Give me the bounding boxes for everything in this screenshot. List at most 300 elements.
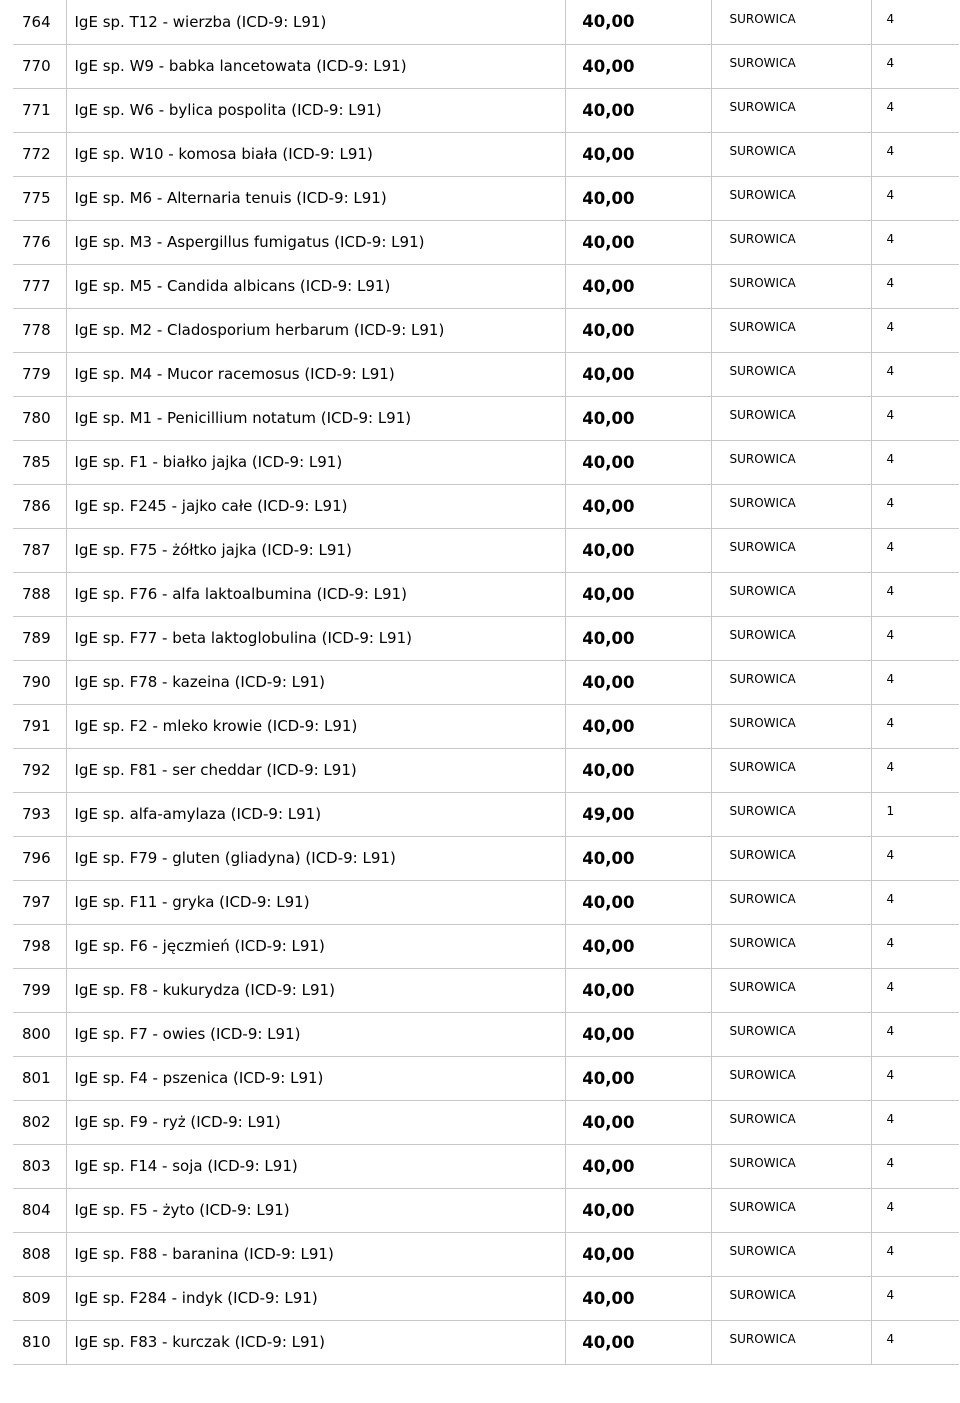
row-code: 791 — [22, 717, 51, 735]
row-material-cell — [711, 660, 871, 704]
row-days: 4 — [886, 584, 895, 598]
row-code-cell — [13, 792, 66, 836]
row-material: SUROWICA — [729, 100, 796, 114]
row-code: 764 — [22, 12, 51, 31]
row-test-name-cell — [66, 88, 565, 132]
row-test-name: IgE sp. F4 - pszenica (ICD-9: L91) — [74, 1069, 324, 1087]
row-material-cell — [711, 1188, 871, 1232]
row-test-name: IgE sp. F11 - gryka (ICD-9: L91) — [74, 893, 310, 911]
row-code: 796 — [22, 849, 51, 867]
row-price-cell — [565, 660, 711, 704]
row-test-name: IgE sp. F245 - jajko całe (ICD-9: L91) — [74, 497, 348, 515]
table-row — [13, 132, 959, 176]
row-days-cell — [871, 44, 959, 88]
row-days-cell — [871, 352, 959, 396]
row-material: SUROWICA — [729, 1332, 796, 1346]
row-code: 776 — [22, 233, 51, 251]
row-material-cell — [711, 132, 871, 176]
row-material: SUROWICA — [729, 1200, 796, 1214]
row-price-cell — [565, 220, 711, 264]
row-material: SUROWICA — [729, 276, 796, 290]
table-row — [13, 704, 959, 748]
row-test-name-cell — [66, 308, 565, 352]
row-price-cell — [565, 352, 711, 396]
row-days: 4 — [886, 672, 895, 686]
row-code: 803 — [22, 1157, 51, 1175]
row-code-cell — [13, 704, 66, 748]
table-row — [13, 1100, 959, 1144]
row-code: 800 — [22, 1025, 51, 1043]
row-days-cell — [871, 132, 959, 176]
row-test-name: IgE sp. F7 - owies (ICD-9: L91) — [74, 1025, 301, 1043]
table-row — [13, 176, 959, 220]
row-code: 785 — [22, 453, 51, 471]
row-code-cell — [13, 396, 66, 440]
row-material-cell — [711, 176, 871, 220]
row-test-name: IgE sp. F81 - ser cheddar (ICD-9: L91) — [74, 761, 357, 779]
row-material-cell — [711, 1276, 871, 1320]
row-days-cell — [871, 792, 959, 836]
table-row — [13, 748, 959, 792]
row-test-name: IgE sp. F8 - kukurydza (ICD-9: L91) — [74, 981, 335, 999]
row-material-cell — [711, 572, 871, 616]
row-days-cell — [871, 660, 959, 704]
row-code: 779 — [22, 365, 51, 383]
row-code: 793 — [22, 805, 51, 823]
row-test-name-cell — [66, 1100, 565, 1144]
row-days: 4 — [886, 232, 895, 246]
row-days-cell — [871, 1056, 959, 1100]
row-price: 40,00 — [582, 320, 635, 340]
row-test-name: IgE sp. W6 - bylica pospolita (ICD-9: L91) — [74, 101, 382, 119]
row-test-name-cell — [66, 352, 565, 396]
row-test-name-cell — [66, 572, 565, 616]
row-test-name: IgE sp. M4 - Mucor racemosus (ICD-9: L91) — [74, 365, 395, 383]
row-material-cell — [711, 484, 871, 528]
table-row — [13, 1144, 959, 1188]
row-test-name: IgE sp. M2 - Cladosporium herbarum (ICD-9: L91) — [74, 321, 445, 339]
row-days: 4 — [886, 1156, 895, 1170]
row-material-cell — [711, 1056, 871, 1100]
row-code-cell — [13, 176, 66, 220]
row-material: SUROWICA — [729, 716, 796, 730]
row-code-cell — [13, 1144, 66, 1188]
row-code: 780 — [22, 409, 51, 427]
row-code: 802 — [22, 1113, 51, 1131]
row-code-cell — [13, 660, 66, 704]
row-days: 4 — [886, 144, 895, 158]
row-price: 40,00 — [582, 980, 635, 1000]
table-row — [13, 616, 959, 660]
row-days: 4 — [886, 56, 895, 70]
row-days: 4 — [886, 408, 895, 422]
row-price: 40,00 — [582, 848, 635, 868]
row-price: 40,00 — [582, 1068, 635, 1088]
row-code-cell — [13, 968, 66, 1012]
row-price-cell — [565, 880, 711, 924]
row-code-cell — [13, 132, 66, 176]
row-days-cell — [871, 836, 959, 880]
row-test-name: IgE sp. F75 - żółtko jajka (ICD-9: L91) — [74, 541, 352, 559]
row-test-name-cell — [66, 176, 565, 220]
row-code: 792 — [22, 761, 51, 779]
row-test-name-cell — [66, 616, 565, 660]
row-code-cell — [13, 572, 66, 616]
row-price-cell — [565, 264, 711, 308]
row-days-cell — [871, 1012, 959, 1056]
row-test-name: IgE sp. M6 - Alternaria tenuis (ICD-9: L91) — [74, 189, 387, 207]
row-days-cell — [871, 924, 959, 968]
row-days: 4 — [886, 496, 895, 510]
row-code: 810 — [22, 1333, 51, 1351]
row-days: 4 — [886, 100, 895, 114]
row-code-cell — [13, 1012, 66, 1056]
row-code: 809 — [22, 1289, 51, 1307]
row-price: 40,00 — [582, 628, 635, 648]
row-price: 49,00 — [582, 804, 635, 824]
row-code: 771 — [22, 101, 51, 119]
row-test-name-cell — [66, 220, 565, 264]
row-material-cell — [711, 924, 871, 968]
row-days: 4 — [886, 980, 895, 994]
table-row — [13, 572, 959, 616]
row-price: 40,00 — [582, 716, 635, 736]
row-test-name-cell — [66, 1144, 565, 1188]
row-test-name: IgE sp. F76 - alfa laktoalbumina (ICD-9: L91) — [74, 585, 407, 603]
row-code-cell — [13, 924, 66, 968]
row-test-name-cell — [66, 1012, 565, 1056]
row-price-cell — [565, 616, 711, 660]
row-code-cell — [13, 1100, 66, 1144]
row-code: 790 — [22, 673, 51, 691]
row-test-name-cell — [66, 748, 565, 792]
row-material-cell — [711, 1144, 871, 1188]
row-material-cell — [711, 748, 871, 792]
row-code-cell — [13, 0, 66, 44]
row-price: 40,00 — [582, 408, 635, 428]
row-days-cell — [871, 0, 959, 44]
row-days-cell — [871, 440, 959, 484]
row-days-cell — [871, 88, 959, 132]
row-days-cell — [871, 1100, 959, 1144]
row-code-cell — [13, 1188, 66, 1232]
row-test-name-cell — [66, 660, 565, 704]
table-row — [13, 440, 959, 484]
row-price-cell — [565, 1320, 711, 1364]
table-row — [13, 1012, 959, 1056]
row-material-cell — [711, 1232, 871, 1276]
row-days-cell — [871, 1232, 959, 1276]
row-price-cell — [565, 1276, 711, 1320]
row-days: 4 — [886, 1200, 895, 1214]
row-price: 40,00 — [582, 760, 635, 780]
row-price-cell — [565, 132, 711, 176]
row-test-name: IgE sp. F5 - żyto (ICD-9: L91) — [74, 1201, 290, 1219]
row-material-cell — [711, 616, 871, 660]
table-row — [13, 88, 959, 132]
row-material: SUROWICA — [729, 1024, 796, 1038]
row-test-name: IgE sp. F284 - indyk (ICD-9: L91) — [74, 1289, 318, 1307]
row-material: SUROWICA — [729, 1112, 796, 1126]
row-price: 40,00 — [582, 452, 635, 472]
row-days-cell — [871, 176, 959, 220]
row-price: 40,00 — [582, 892, 635, 912]
row-test-name: IgE sp. W9 - babka lancetowata (ICD-9: L91) — [74, 57, 407, 75]
row-material-cell — [711, 44, 871, 88]
row-material-cell — [711, 88, 871, 132]
row-material-cell — [711, 220, 871, 264]
row-days-cell — [871, 528, 959, 572]
table-row — [13, 220, 959, 264]
row-material-cell — [711, 836, 871, 880]
row-test-name: IgE sp. F78 - kazeina (ICD-9: L91) — [74, 673, 325, 691]
row-code: 799 — [22, 981, 51, 999]
table-row — [13, 1320, 959, 1364]
row-code-cell — [13, 1320, 66, 1364]
row-days: 4 — [886, 892, 895, 906]
row-days-cell — [871, 1320, 959, 1364]
row-days-cell — [871, 880, 959, 924]
row-material: SUROWICA — [729, 892, 796, 906]
row-code-cell — [13, 1232, 66, 1276]
row-days-cell — [871, 308, 959, 352]
row-days-cell — [871, 572, 959, 616]
row-price-cell — [565, 176, 711, 220]
row-code: 778 — [22, 321, 51, 339]
row-material: SUROWICA — [729, 408, 796, 422]
row-material-cell — [711, 1320, 871, 1364]
row-material-cell — [711, 704, 871, 748]
row-material-cell — [711, 352, 871, 396]
table-row — [13, 396, 959, 440]
row-price-cell — [565, 748, 711, 792]
row-code-cell — [13, 528, 66, 572]
row-price: 40,00 — [582, 1244, 635, 1264]
row-code-cell — [13, 1276, 66, 1320]
row-material: SUROWICA — [729, 11, 796, 26]
row-price: 40,00 — [582, 540, 635, 560]
row-material-cell — [711, 308, 871, 352]
row-test-name-cell — [66, 528, 565, 572]
row-material: SUROWICA — [729, 540, 796, 554]
table-row — [13, 264, 959, 308]
row-test-name-cell — [66, 0, 565, 44]
table-row — [13, 44, 959, 88]
row-material-cell — [711, 528, 871, 572]
row-days-cell — [871, 396, 959, 440]
row-days-cell — [871, 220, 959, 264]
row-test-name: IgE sp. F2 - mleko krowie (ICD-9: L91) — [74, 717, 358, 735]
row-material-cell — [711, 792, 871, 836]
row-test-name-cell — [66, 264, 565, 308]
row-price-cell — [565, 1100, 711, 1144]
row-days-cell — [871, 704, 959, 748]
row-material-cell — [711, 264, 871, 308]
row-code: 798 — [22, 937, 51, 955]
row-test-name: IgE sp. F77 - beta laktoglobulina (ICD-9: L91) — [74, 629, 412, 647]
row-code: 786 — [22, 497, 51, 515]
row-days: 4 — [886, 11, 895, 26]
row-code-cell — [13, 220, 66, 264]
row-code-cell — [13, 88, 66, 132]
row-price-cell — [565, 1232, 711, 1276]
row-price-cell — [565, 44, 711, 88]
row-price: 40,00 — [582, 584, 635, 604]
row-code: 804 — [22, 1201, 51, 1219]
row-days: 4 — [886, 1112, 895, 1126]
row-days: 1 — [886, 804, 895, 818]
row-days: 4 — [886, 188, 895, 202]
row-material-cell — [711, 1012, 871, 1056]
row-material: SUROWICA — [729, 232, 796, 246]
row-code: 770 — [22, 57, 51, 75]
row-test-name-cell — [66, 880, 565, 924]
row-material-cell — [711, 968, 871, 1012]
row-price: 40,00 — [582, 232, 635, 252]
row-test-name: IgE sp. F9 - ryż (ICD-9: L91) — [74, 1113, 281, 1131]
row-days: 4 — [886, 276, 895, 290]
table-row — [13, 1232, 959, 1276]
row-test-name-cell — [66, 792, 565, 836]
row-material: SUROWICA — [729, 1288, 796, 1302]
row-price: 40,00 — [582, 1024, 635, 1044]
row-test-name: IgE sp. M3 - Aspergillus fumigatus (ICD-9: L91) — [74, 233, 425, 251]
row-test-name-cell — [66, 44, 565, 88]
row-price: 40,00 — [582, 100, 635, 120]
row-material-cell — [711, 440, 871, 484]
row-price: 40,00 — [582, 56, 635, 76]
row-price-cell — [565, 88, 711, 132]
row-days-cell — [871, 1276, 959, 1320]
row-price-cell — [565, 1056, 711, 1100]
row-test-name: IgE sp. W10 - komosa biała (ICD-9: L91) — [74, 145, 373, 163]
row-test-name: IgE sp. F14 - soja (ICD-9: L91) — [74, 1157, 298, 1175]
table-row — [13, 836, 959, 880]
row-days-cell — [871, 616, 959, 660]
row-test-name: IgE sp. F83 - kurczak (ICD-9: L91) — [74, 1333, 325, 1351]
row-code: 787 — [22, 541, 51, 559]
row-test-name-cell — [66, 484, 565, 528]
row-price: 40,00 — [582, 1156, 635, 1176]
row-price: 40,00 — [582, 276, 635, 296]
table-row — [13, 660, 959, 704]
row-test-name: IgE sp. T12 - wierzba (ICD-9: L91) — [74, 12, 327, 31]
row-code-cell — [13, 44, 66, 88]
row-price: 40,00 — [582, 1332, 635, 1352]
row-code-cell — [13, 836, 66, 880]
row-material: SUROWICA — [729, 584, 796, 598]
row-test-name-cell — [66, 1320, 565, 1364]
row-price-cell — [565, 0, 711, 44]
row-code-cell — [13, 308, 66, 352]
row-test-name-cell — [66, 132, 565, 176]
row-price: 40,00 — [582, 672, 635, 692]
row-price: 40,00 — [582, 1288, 635, 1308]
row-days: 4 — [886, 452, 895, 466]
table-row — [13, 528, 959, 572]
row-code: 789 — [22, 629, 51, 647]
row-test-name-cell — [66, 1056, 565, 1100]
row-days: 4 — [886, 628, 895, 642]
row-days: 4 — [886, 1244, 895, 1258]
row-code-cell — [13, 484, 66, 528]
row-test-name-cell — [66, 1232, 565, 1276]
row-test-name: IgE sp. F6 - jęczmień (ICD-9: L91) — [74, 937, 325, 955]
row-days: 4 — [886, 1288, 895, 1302]
row-price: 40,00 — [582, 144, 635, 164]
row-days: 4 — [886, 1068, 895, 1082]
row-days-cell — [871, 968, 959, 1012]
table-row — [13, 0, 959, 44]
row-code-cell — [13, 440, 66, 484]
row-code: 788 — [22, 585, 51, 603]
row-price-cell — [565, 440, 711, 484]
row-material-cell — [711, 880, 871, 924]
row-days: 4 — [886, 320, 895, 334]
row-material: SUROWICA — [729, 496, 796, 510]
row-material: SUROWICA — [729, 320, 796, 334]
row-days: 4 — [886, 540, 895, 554]
row-test-name: IgE sp. F79 - gluten (gliadyna) (ICD-9: L91) — [74, 849, 396, 867]
row-code: 801 — [22, 1069, 51, 1087]
row-material: SUROWICA — [729, 144, 796, 158]
row-material: SUROWICA — [729, 364, 796, 378]
row-days: 4 — [886, 936, 895, 950]
table-row — [13, 792, 959, 836]
table-row — [13, 1056, 959, 1100]
row-days: 4 — [886, 848, 895, 862]
row-code: 797 — [22, 893, 51, 911]
row-code-cell — [13, 880, 66, 924]
row-price-cell — [565, 924, 711, 968]
row-days: 4 — [886, 760, 895, 774]
table-body — [13, 0, 959, 1364]
table-row — [13, 880, 959, 924]
row-code: 775 — [22, 189, 51, 207]
row-material: SUROWICA — [729, 760, 796, 774]
row-price: 40,00 — [582, 1200, 635, 1220]
row-test-name: IgE sp. F1 - białko jajka (ICD-9: L91) — [74, 453, 343, 471]
row-material: SUROWICA — [729, 936, 796, 950]
row-price-cell — [565, 572, 711, 616]
row-price-cell — [565, 836, 711, 880]
row-price-cell — [565, 1144, 711, 1188]
row-material: SUROWICA — [729, 1156, 796, 1170]
row-days-cell — [871, 748, 959, 792]
row-test-name-cell — [66, 396, 565, 440]
row-test-name: IgE sp. alfa-amylaza (ICD-9: L91) — [74, 805, 322, 823]
row-price: 40,00 — [582, 188, 635, 208]
table-row — [13, 1276, 959, 1320]
row-price-cell — [565, 528, 711, 572]
row-test-name-cell — [66, 1276, 565, 1320]
row-material: SUROWICA — [729, 848, 796, 862]
row-material: SUROWICA — [729, 1068, 796, 1082]
row-material: SUROWICA — [729, 628, 796, 642]
row-days: 4 — [886, 1024, 895, 1038]
row-days-cell — [871, 1144, 959, 1188]
row-price-cell — [565, 968, 711, 1012]
row-days-cell — [871, 484, 959, 528]
row-material: SUROWICA — [729, 56, 796, 70]
table-row — [13, 968, 959, 1012]
row-material: SUROWICA — [729, 980, 796, 994]
price-list-table — [13, 0, 959, 1365]
row-test-name: IgE sp. M1 - Penicillium notatum (ICD-9: L91) — [74, 409, 412, 427]
row-days: 4 — [886, 716, 895, 730]
table-row — [13, 308, 959, 352]
row-price-cell — [565, 792, 711, 836]
